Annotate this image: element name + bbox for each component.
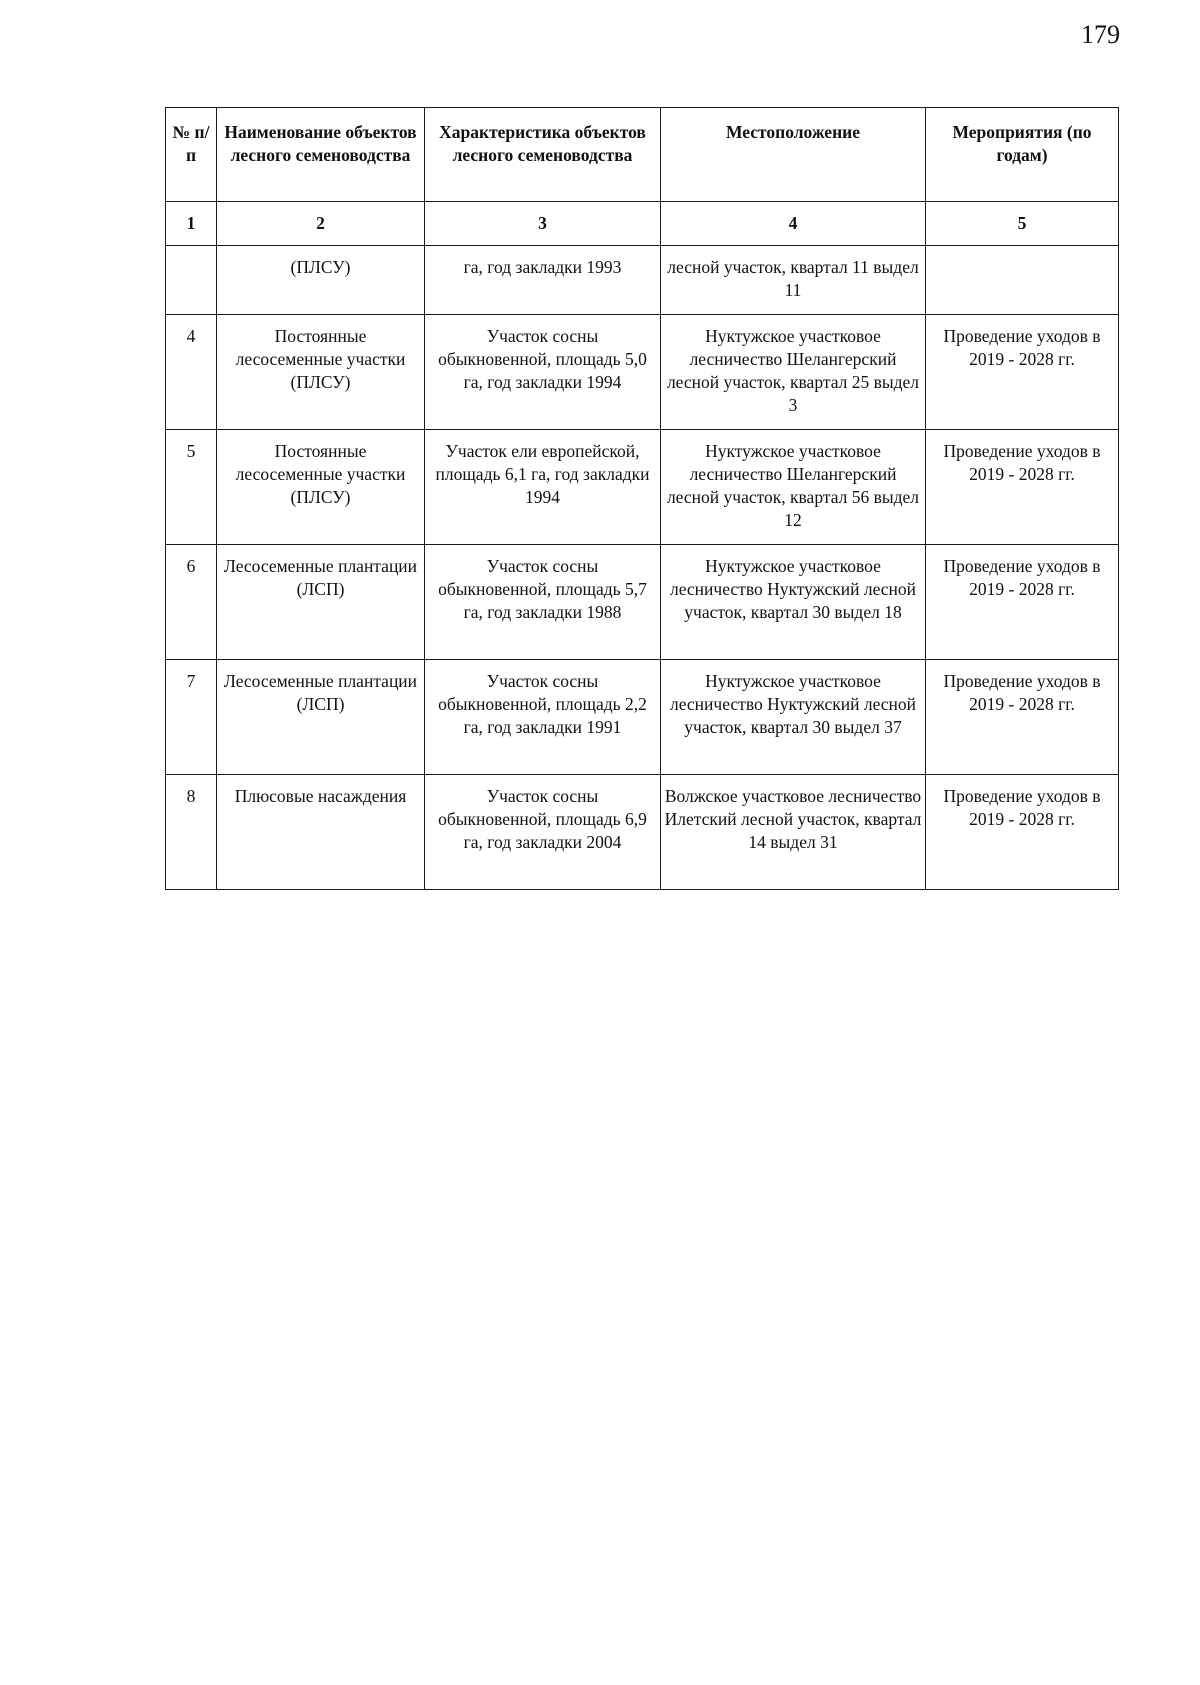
seed-objects-table — [165, 107, 1119, 890]
table-row — [166, 430, 1119, 545]
row-number-cell — [166, 246, 217, 315]
column-numbering-row — [166, 202, 1119, 246]
measures-cell: Проведение уходов в 2019 - 2028 гг. — [926, 660, 1119, 775]
characteristic-cell: Участок сосны обыкновенной, площадь 2,2 га, год закладки 1991 — [425, 660, 661, 775]
column-number: 1 — [166, 202, 217, 246]
location-cell: Нуктужское участковое лесничество Шелангерский лесной участок, квартал 56 выдел 12 — [661, 430, 926, 545]
measures-cell — [926, 246, 1119, 315]
table-header-row — [166, 108, 1119, 202]
location-cell: лесной участок, квартал 11 выдел 11 — [661, 246, 926, 315]
object-name-cell: (ПЛСУ) — [217, 246, 425, 315]
row-number-cell: 4 — [166, 315, 217, 430]
table-row — [166, 545, 1119, 660]
row-number-cell: 6 — [166, 545, 217, 660]
header-characteristic: Характеристика объектов лесного семеноводства — [425, 108, 661, 202]
column-number: 2 — [217, 202, 425, 246]
row-number-cell: 5 — [166, 430, 217, 545]
row-number-cell: 7 — [166, 660, 217, 775]
location-cell: Нуктужское участковое лесничество Нуктужский лесной участок, квартал 30 выдел 18 — [661, 545, 926, 660]
header-measures: Мероприятия (по годам) — [926, 108, 1119, 202]
object-name-cell: Постоянные лесосеменные участки (ПЛСУ) — [217, 430, 425, 545]
characteristic-cell: га, год закладки 1993 — [425, 246, 661, 315]
continuation-row — [166, 246, 1119, 315]
page-number: 179 — [1081, 20, 1120, 49]
measures-cell: Проведение уходов в 2019 - 2028 гг. — [926, 430, 1119, 545]
header-location: Местоположение — [661, 108, 926, 202]
row-number-cell: 8 — [166, 775, 217, 890]
column-number: 4 — [661, 202, 926, 246]
characteristic-cell: Участок сосны обыкновенной, площадь 5,0 га, год закладки 1994 — [425, 315, 661, 430]
measures-cell: Проведение уходов в 2019 - 2028 гг. — [926, 775, 1119, 890]
location-cell: Волжское участковое лесничество Илетский лесной участок, квартал 14 выдел 31 — [661, 775, 926, 890]
header-name: Наименование объектов лесного семеноводства — [217, 108, 425, 202]
characteristic-cell: Участок ели европейской, площадь 6,1 га, год закладки 1994 — [425, 430, 661, 545]
location-cell: Нуктужское участковое лесничество Нуктужский лесной участок, квартал 30 выдел 37 — [661, 660, 926, 775]
characteristic-cell: Участок сосны обыкновенной, площадь 6,9 га, год закладки 2004 — [425, 775, 661, 890]
column-number: 3 — [425, 202, 661, 246]
object-name-cell: Плюсовые насаждения — [217, 775, 425, 890]
location-cell: Нуктужское участковое лесничество Шелангерский лесной участок, квартал 25 выдел 3 — [661, 315, 926, 430]
measures-cell: Проведение уходов в 2019 - 2028 гг. — [926, 315, 1119, 430]
header-number: № п/п — [166, 108, 217, 202]
object-name-cell: Лесосеменные плантации (ЛСП) — [217, 545, 425, 660]
column-number: 5 — [926, 202, 1119, 246]
measures-cell: Проведение уходов в 2019 - 2028 гг. — [926, 545, 1119, 660]
object-name-cell: Лесосеменные плантации (ЛСП) — [217, 660, 425, 775]
table-row — [166, 775, 1119, 890]
table-row — [166, 315, 1119, 430]
table-row — [166, 660, 1119, 775]
object-name-cell: Постоянные лесосеменные участки (ПЛСУ) — [217, 315, 425, 430]
characteristic-cell: Участок сосны обыкновенной, площадь 5,7 га, год закладки 1988 — [425, 545, 661, 660]
